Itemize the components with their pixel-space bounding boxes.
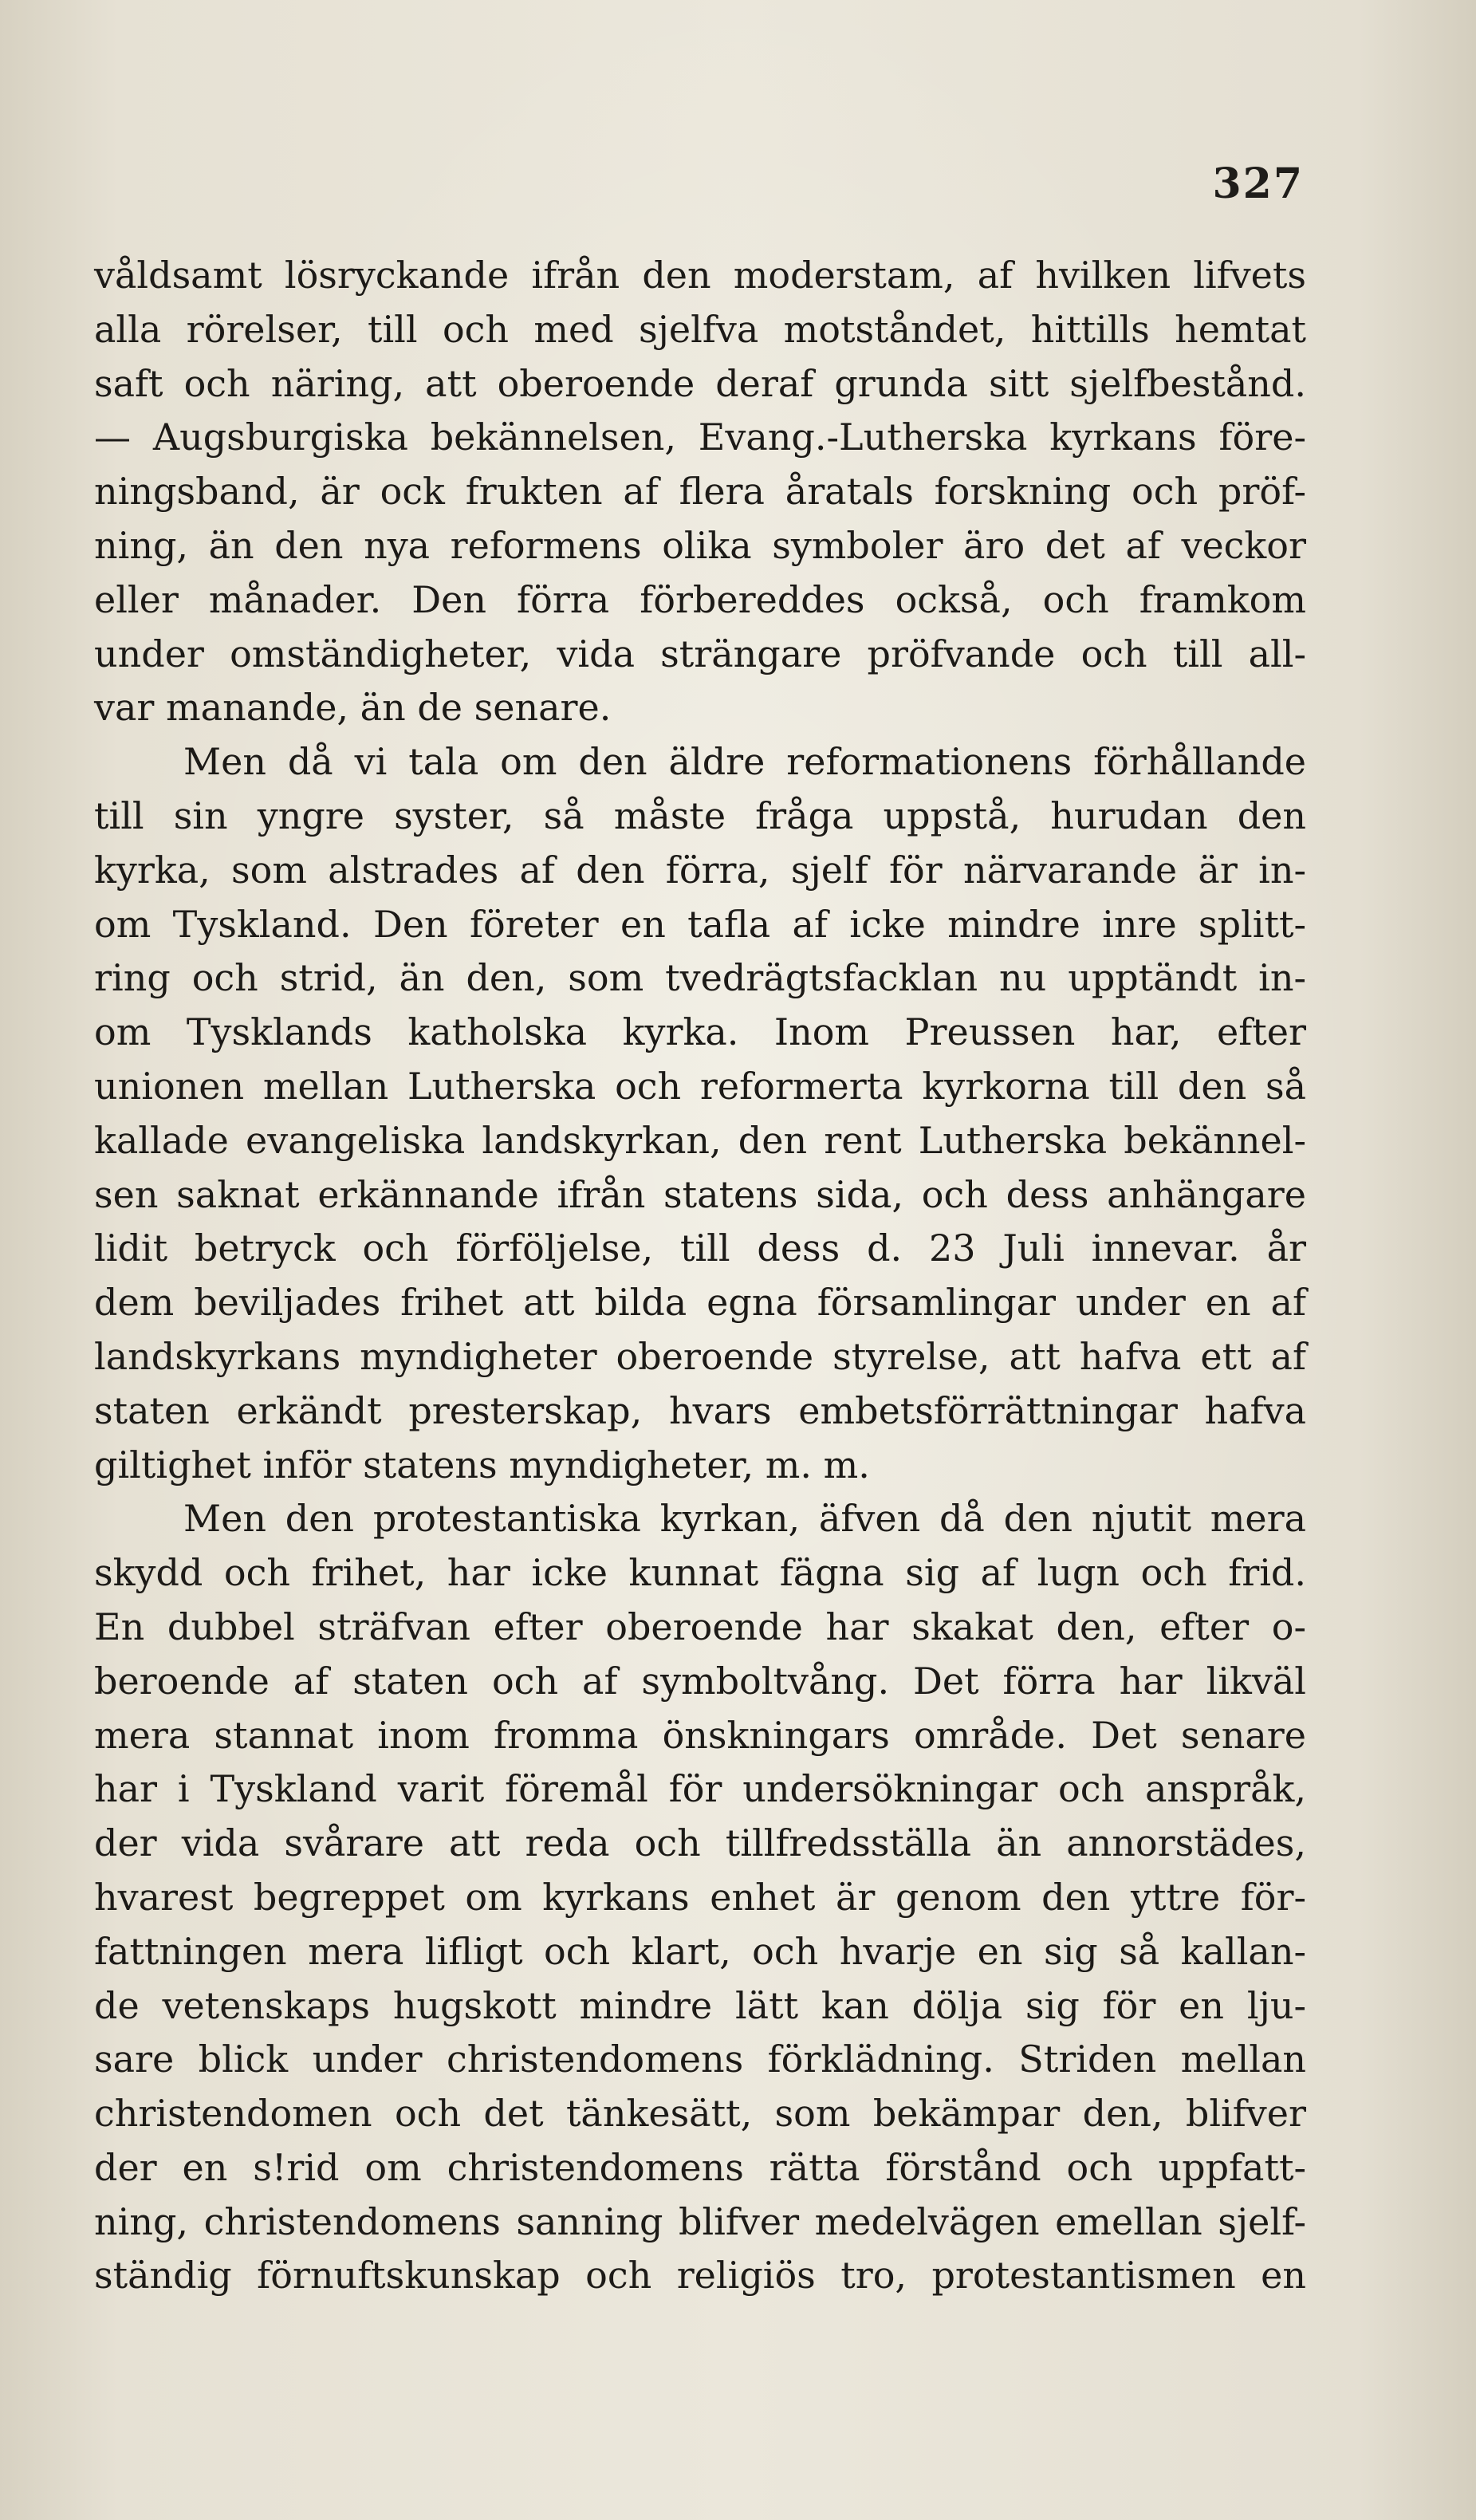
text-line: de vetenskaps hugskott mindre lätt kan dölja sig för en lju- [94, 1983, 1306, 2027]
text-line: der en s!rid om christendomens rätta förstånd och uppfatt- [94, 2145, 1306, 2189]
text-line: till sin yngre syster, så måste fråga uppstå, hurudan den [94, 793, 1306, 837]
text-line: lidit betryck och förföljelse, till dess d. 23 Juli innevar. år [94, 1227, 1306, 1270]
text-line: alla rörelser, till och med sjelfva motståndet, hittills hemtat [94, 307, 1306, 351]
text-line: beroende af staten och af symboltvång. Det förra har likväl [94, 1659, 1306, 1703]
text-line: landskyrkans myndigheter oberoende styrelse, att hafva ett af [94, 1334, 1306, 1378]
text-line: under omständigheter, vida strängare pröfvande och till all- [94, 632, 1306, 675]
text-line: ningsband, är ock frukten af flera åratals forskning och pröf- [94, 470, 1306, 514]
text-line: hvarest begreppet om kyrkans enhet är genom den yttre för- [94, 1875, 1306, 1919]
text-line: ning, christendomens sanning blifver medelvägen emellan sjelf- [94, 2199, 1306, 2243]
text-line: sare blick under christendomens förklädning. Striden mellan [94, 2038, 1306, 2081]
text-line: ning, än den nya reformens olika symboler äro det af veckor [94, 523, 1306, 567]
text-line: saft och näring, att oberoende deraf grunda sitt sjelfbestånd. [94, 361, 1306, 405]
text-line: Men den protestantiska kyrkan, äfven då den njutit mera [183, 1497, 1306, 1541]
text-line: En dubbel sträfvan efter oberoende har skakat den, efter o- [94, 1605, 1306, 1648]
text-line: Men då vi tala om den äldre reformationens förhållande [183, 740, 1306, 784]
text-line: sen saknat erkännande ifrån statens sida, och dess anhängare [94, 1172, 1306, 1216]
text-line: mera stannat inom fromma önskningars område. Det senare [94, 1713, 1306, 1757]
text-line: har i Tyskland varit föremål för undersökningar och anspråk, [94, 1767, 1306, 1811]
text-line: skydd och frihet, har icke kunnat fägna sig af lugn och frid. [94, 1551, 1306, 1595]
text-line: ständig förnuftskunskap och religiös tro, protestantismen en [94, 2254, 1306, 2298]
text-line: kallade evangeliska landskyrkan, den rent Lutherska bekännel- [94, 1118, 1306, 1162]
text-line: giltighet inför statens myndigheter, m. m. [94, 1443, 870, 1486]
text-line: kyrka, som alstrades af den förra, sjelf för närvarande är in- [94, 848, 1306, 892]
text-line: om Tysklands katholska kyrka. Inom Preussen har, efter [94, 1010, 1306, 1054]
page-number: 327 [1212, 159, 1304, 208]
text-line: om Tyskland. Den företer en tafla af icke mindre inre splitt- [94, 902, 1306, 946]
text-line: var manande, än de senare. [94, 686, 612, 730]
text-line: unionen mellan Lutherska och reformerta kyrkorna till den så [94, 1064, 1306, 1108]
text-line: fattningen mera lifligt och klart, och hvarje en sig så kallan- [94, 1929, 1306, 1973]
text-line: dem beviljades frihet att bilda egna församlingar under en af [94, 1281, 1306, 1325]
text-line: christendomen och det tänkesätt, som bekämpar den, blifver [94, 2092, 1306, 2136]
text-line: eller månader. Den förra förbereddes också, och framkom [94, 577, 1306, 621]
text-line: der vida svårare att reda och tillfredsställa än annorstädes, [94, 1821, 1306, 1865]
text-line: staten erkändt presterskap, hvars embetsförrättningar hafva [94, 1388, 1306, 1432]
text-line: — Augsburgiska bekännelsen, Evang.-Lutherska kyrkans före- [94, 415, 1306, 459]
text-line: ring och strid, än den, som tvedrägtsfacklan nu upptändt in- [94, 956, 1306, 1000]
body-text [94, 249, 1306, 2303]
text-line: våldsamt lösryckande ifrån den moderstam, af hvilken lifvets [94, 254, 1306, 297]
